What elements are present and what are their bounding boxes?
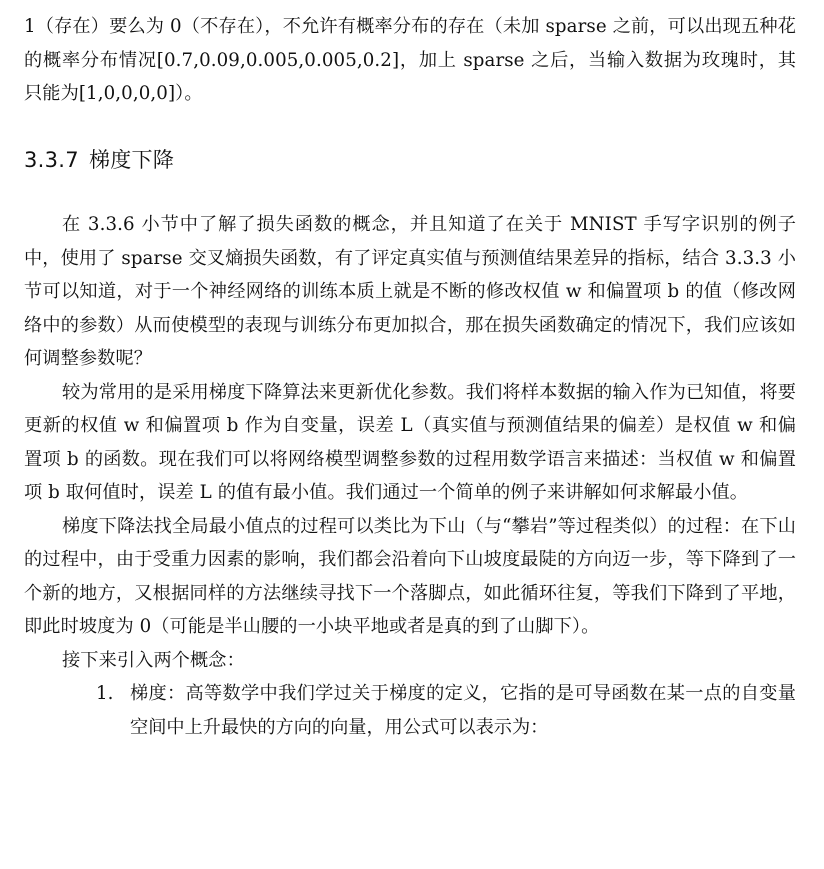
section-body xyxy=(24,208,796,744)
intro-paragraph: 1（存在）要么为 0（不存在），不允许有概率分布的存在（未加 sparse 之前，可以出现五种花的概率分布情况[0.7,0.09,0.005,0.005,0.2]，加上 sparse 之后，当输入数据为玫瑰时，其只能为[1,0,0,0,0]）。 xyxy=(24,16,796,104)
paragraph-mountain-analogy: 梯度下降法找全局最小值点的过程可以类比为下山（与“攀岩”等过程类似）的过程：在下山的过程中，由于受重力因素的影响，我们都会沿着向下山坡度最陡的方向迈一步，等下降到了一个新的地方，又根据同样的方法继续寻找下一个落脚点，如此循环往复，等我们下降到了平地，即此时坡度为 0（可能是半山腰的一小块平地或者是真的到了山脚下）。 xyxy=(24,515,796,637)
paragraph-loss-recap: 在 3.3.6 小节中了解了损失函数的概念，并且知道了在关于 MNIST 手写字识别的例子中，使用了 sparse 交叉熵损失函数，有了评定真实值与预测值结果差异的指标，结合 3.3.3 小节可以知道，对于一个神经网络的训练本质上就是不断的修改权值 w 和偏置项 b 的值（修改网络中的参数）从而使模型的表现与训练分布更加拟合，那在损失函数确定的情况下，我们应该如何调整参数呢？ xyxy=(24,214,796,369)
section-heading xyxy=(24,145,174,175)
list-item xyxy=(24,677,796,744)
section-title: 梯度下降 xyxy=(88,148,175,172)
document-page xyxy=(24,10,796,111)
paragraph-concepts-intro: 接下来引入两个概念： xyxy=(62,649,245,671)
concept-list xyxy=(24,677,796,744)
section-number: 3.3.7 xyxy=(24,148,79,172)
list-item-marker: 1. xyxy=(96,683,114,704)
list-item-text: 梯度：高等数学中我们学过关于梯度的定义，它指的是可导函数在某一点的自变量空间中上升最快的方向的向量，用公式可以表示为： xyxy=(130,683,796,738)
paragraph-gradient-descent-intro: 较为常用的是采用梯度下降算法来更新优化参数。我们将样本数据的输入作为已知值，将要更新的权值 w 和偏置项 b 作为自变量，误差 L（真实值与预测值结果的偏差）是权值 w 和偏置项 b 的函数。现在我们可以将网络模型调整参数的过程用数学语言来描述：当权值 w 和偏置项 b 取何值时，误差 L 的值有最小值。我们通过一个简单的例子来讲解如何求解最小值。 xyxy=(24,381,796,503)
